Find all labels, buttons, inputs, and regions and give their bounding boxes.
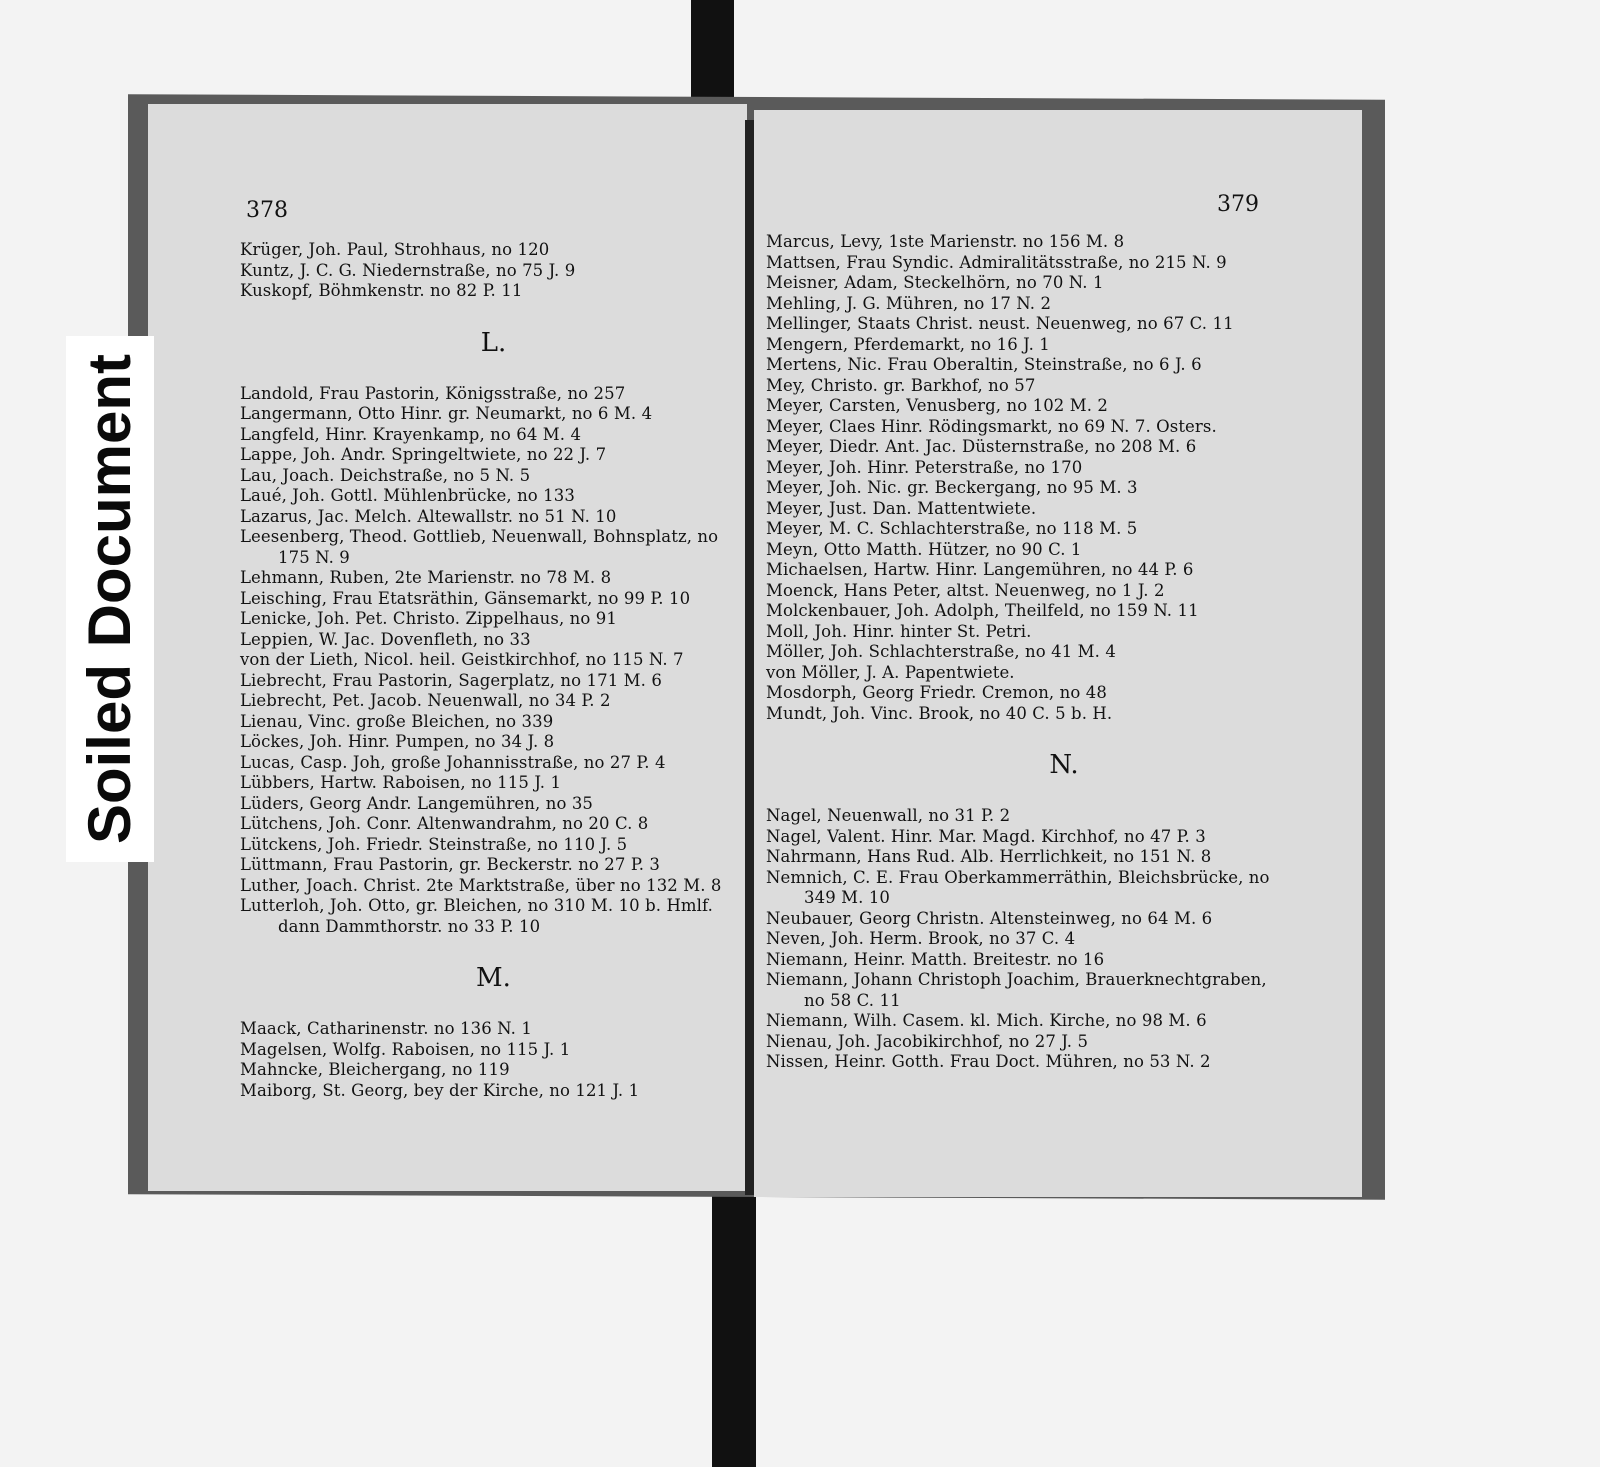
directory-entry: Luther, Joach. Christ. 2te Marktstraße, über no 132 M. 8 [240, 875, 722, 895]
directory-entry: Leesenberg, Theod. Gottlieb, Neuenwall, Bohnsplatz, no [240, 527, 719, 546]
directory-entry: Mosdorph, Georg Friedr. Cremon, no 48 [766, 683, 1107, 702]
directory-entry-continuation: no 58 C. 11 [804, 990, 901, 1010]
directory-entry: Lappe, Joh. Andr. Springeltwiete, no 22 J. 7 [240, 445, 607, 464]
directory-entry: Niemann, Johann Christoph Joachim, Brauerknechtgraben, [766, 970, 1267, 989]
directory-entry: Lutterloh, Joh. Otto, gr. Bleichen, no 310 M. 10 b. Hmlf. [240, 896, 714, 915]
directory-entry: Mertens, Nic. Frau Oberaltin, Steinstraße, no 6 J. 6 [766, 355, 1202, 374]
directory-entry: Nienau, Joh. Jacobikirchhof, no 27 J. 5 [766, 1031, 1089, 1051]
directory-entry: Kuntz, J. C. G. Niedernstraße, no 75 J. 9 [240, 260, 576, 280]
right-column [766, 232, 1362, 1073]
directory-entry: Meyer, Carsten, Venusberg, no 102 M. 2 [766, 396, 1109, 415]
directory-entry: Meyn, Otto Matth. Hützer, no 90 C. 1 [766, 539, 1082, 559]
directory-entry: Neven, Joh. Herm. Brook, no 37 C. 4 [766, 929, 1076, 948]
directory-entry: Niemann, Heinr. Matth. Breitestr. no 16 [766, 949, 1105, 969]
directory-entry: Niemann, Wilh. Casem. kl. Mich. Kirche, no 98 M. 6 [766, 1011, 1207, 1030]
directory-entry: Mehling, J. G. Mühren, no 17 N. 2 [766, 293, 1052, 313]
page-number-left: 378 [246, 198, 288, 223]
directory-entry: Meyer, Joh. Nic. gr. Beckergang, no 95 M. 3 [766, 478, 1138, 497]
directory-entry: Marcus, Levy, 1ste Marienstr. no 156 M. 8 [766, 232, 1125, 251]
left-column [240, 240, 747, 1101]
directory-entry: Leisching, Frau Etatsräthin, Gänsemarkt, no 99 P. 10 [240, 588, 691, 608]
directory-entry: Mey, Christo. gr. Barkhof, no 57 [766, 375, 1036, 395]
directory-entry: Meyer, Just. Dan. Mattentwiete. [766, 498, 1037, 518]
directory-entry: Lazarus, Jac. Melch. Altewallstr. no 51 N. 10 [240, 506, 617, 526]
directory-entry: Lehmann, Ruben, 2te Marienstr. no 78 M. 8 [240, 568, 612, 587]
directory-entry: Langermann, Otto Hinr. gr. Neumarkt, no 6 M. 4 [240, 404, 653, 423]
directory-entry: Langfeld, Hinr. Krayenkamp, no 64 M. 4 [240, 424, 582, 444]
directory-entry: Kuskopf, Böhmkenstr. no 82 P. 11 [240, 281, 523, 300]
left-page [148, 104, 747, 1191]
directory-entry: Meyer, Diedr. Ant. Jac. Düsternstraße, no 208 M. 6 [766, 437, 1197, 456]
soiled-document-text: Soiled Document [76, 353, 143, 845]
directory-entry: Lübbers, Hartw. Raboisen, no 115 J. 1 [240, 773, 562, 792]
directory-entry: Nagel, Neuenwall, no 31 P. 2 [766, 806, 1011, 825]
directory-entry: Lenicke, Joh. Pet. Christo. Zippelhaus, no 91 [240, 609, 617, 628]
directory-entry: Lucas, Casp. Joh, große Johannisstraße, no 27 P. 4 [240, 752, 666, 772]
directory-entry: Lüders, Georg Andr. Langemühren, no 35 [240, 793, 594, 813]
directory-entry: Löckes, Joh. Hinr. Pumpen, no 34 J. 8 [240, 732, 555, 751]
directory-entry: Lütchens, Joh. Conr. Altenwandrahm, no 20 C. 8 [240, 814, 649, 833]
directory-entry: von Möller, J. A. Papentwiete. [766, 662, 1015, 682]
page-number-right: 379 [1217, 192, 1259, 217]
directory-entry: Lienau, Vinc. große Bleichen, no 339 [240, 711, 554, 731]
directory-entry: Lau, Joach. Deichstraße, no 5 N. 5 [240, 465, 531, 485]
directory-entry: Liebrecht, Frau Pastorin, Sagerplatz, no 171 M. 6 [240, 670, 662, 690]
directory-entry: von der Lieth, Nicol. heil. Geistkirchhof, no 115 N. 7 [240, 650, 684, 669]
directory-entry: Möller, Joh. Schlachterstraße, no 41 M. 4 [766, 642, 1116, 661]
directory-entry: Krüger, Joh. Paul, Strohhaus, no 120 [240, 240, 550, 259]
directory-entry: Mattsen, Frau Syndic. Admiralitätsstraße, no 215 N. 9 [766, 252, 1227, 272]
directory-entry: Leppien, W. Jac. Dovenfleth, no 33 [240, 629, 531, 649]
directory-entry: Moenck, Hans Peter, altst. Neuenweg, no 1 J. 2 [766, 580, 1165, 600]
directory-entry: Lütckens, Joh. Friedr. Steinstraße, no 110 J. 5 [240, 834, 628, 854]
directory-entry: Magelsen, Wolfg. Raboisen, no 115 J. 1 [240, 1039, 571, 1059]
directory-entry: Meisner, Adam, Steckelhörn, no 70 N. 1 [766, 273, 1104, 292]
book-spine-bottom [712, 1178, 756, 1467]
directory-entry: Nissen, Heinr. Gotth. Frau Doct. Mühren, no 53 N. 2 [766, 1052, 1211, 1071]
directory-entry: Michaelsen, Hartw. Hinr. Langemühren, no 44 P. 6 [766, 560, 1194, 579]
section-letter: L. [480, 327, 507, 358]
directory-entry: Maack, Catharinenstr. no 136 N. 1 [240, 1019, 532, 1038]
directory-entry: Mengern, Pferdemarkt, no 16 J. 1 [766, 334, 1050, 354]
directory-entry: Nemnich, C. E. Frau Oberkammerräthin, Bleichsbrücke, no [766, 867, 1270, 887]
directory-entry: Mundt, Joh. Vinc. Brook, no 40 C. 5 b. H. [766, 703, 1113, 723]
section-letter: M. [476, 963, 511, 993]
directory-entry-continuation: dann Dammthorstr. no 33 P. 10 [278, 916, 541, 936]
directory-entry: Meyer, Claes Hinr. Rödingsmarkt, no 69 N. 7. Osters. [766, 416, 1217, 436]
directory-entry: Mellinger, Staats Christ. neust. Neuenweg, no 67 C. 11 [766, 314, 1234, 333]
directory-entry: Mahncke, Bleichergang, no 119 [240, 1060, 510, 1079]
directory-entry-continuation: 349 M. 10 [804, 888, 891, 907]
right-page [754, 110, 1362, 1197]
directory-entry: Liebrecht, Pet. Jacob. Neuenwall, no 34 P. 2 [240, 691, 611, 710]
directory-entry: Moll, Joh. Hinr. hinter St. Petri. [766, 621, 1032, 641]
directory-entry-continuation: 175 N. 9 [278, 547, 350, 567]
directory-entry: Meyer, Joh. Hinr. Peterstraße, no 170 [766, 457, 1083, 477]
directory-entry: Nagel, Valent. Hinr. Mar. Magd. Kirchhof, no 47 P. 3 [766, 826, 1206, 846]
directory-entry: Lüttmann, Frau Pastorin, gr. Beckerstr. no 27 P. 3 [240, 855, 660, 874]
directory-entry: Nahrmann, Hans Rud. Alb. Herrlichkeit, no 151 N. 8 [766, 847, 1212, 866]
directory-entry: Meyer, M. C. Schlachterstraße, no 118 M. 5 [766, 519, 1138, 538]
directory-entry: Landold, Frau Pastorin, Königsstraße, no 257 [240, 383, 626, 403]
directory-entry: Laué, Joh. Gottl. Mühlenbrücke, no 133 [240, 486, 575, 505]
directory-entry: Maiborg, St. Georg, bey der Kirche, no 121 J. 1 [240, 1080, 640, 1100]
section-letter: N. [1049, 750, 1079, 780]
directory-entry: Neubauer, Georg Christn. Altensteinweg, no 64 M. 6 [766, 908, 1213, 928]
directory-entry: Molckenbauer, Joh. Adolph, Theilfeld, no 159 N. 11 [766, 601, 1199, 620]
